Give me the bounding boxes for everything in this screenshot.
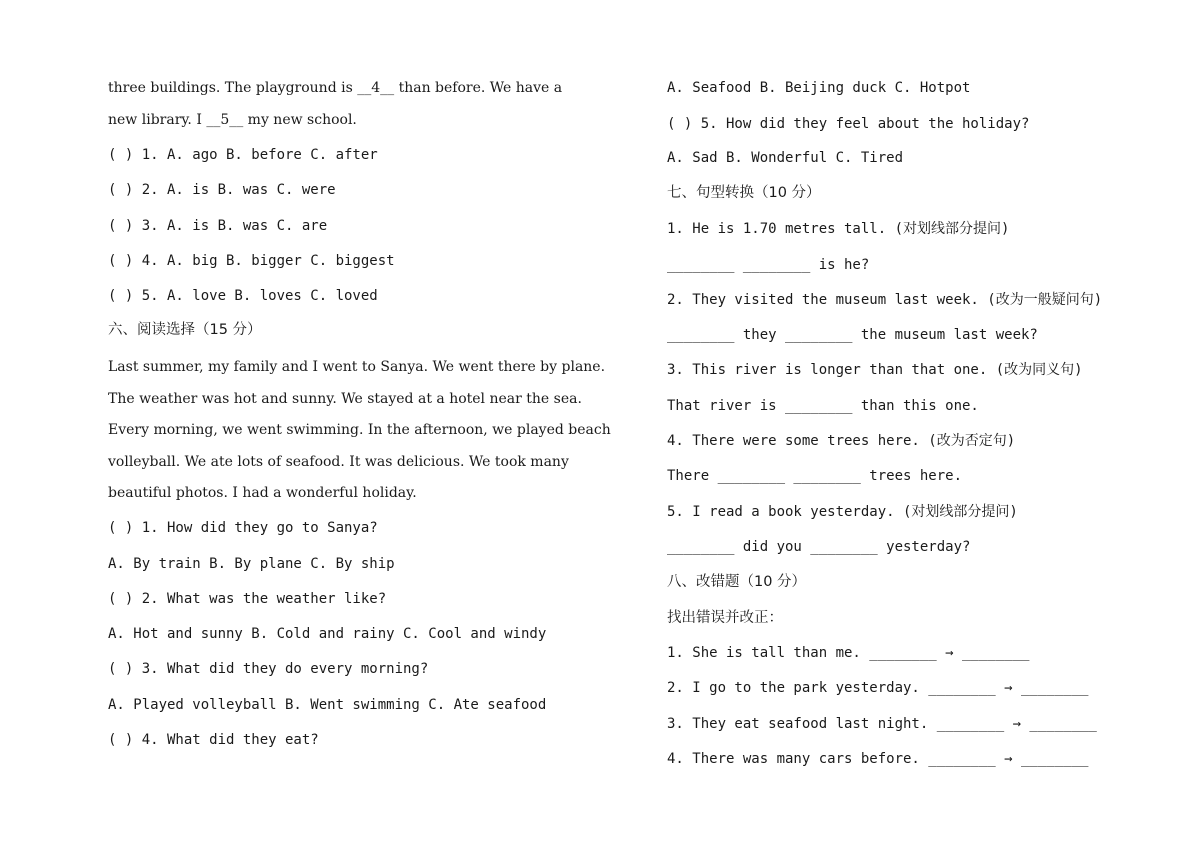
reading-passage-line: Last summer, my family and I went to Sanya. We went there by plane. (108, 359, 606, 375)
cloze-question-1: ( ) 1. A. ago B. before C. after (108, 147, 378, 163)
error-correction-item-3: 3. They eat seafood last night. ________ → ________ (667, 716, 1097, 732)
reading-options-3: A. Played volleyball B. Went swimming C. Ate seafood (108, 697, 547, 713)
reading-passage-line: beautiful photos. I had a wonderful holiday. (108, 485, 417, 501)
reading-passage-line: volleyball. We ate lots of seafood. It was delicious. We took many (108, 454, 569, 470)
cloze-question-4: ( ) 4. A. big B. bigger C. biggest (108, 253, 395, 269)
error-correction-item-1: 1. She is tall than me. ________ → ________ (667, 645, 1030, 661)
section-heading-error-correction: 八、改错题（10 分） (667, 574, 807, 590)
cloze-question-5: ( ) 5. A. love B. loves C. loved (108, 288, 378, 304)
error-correction-instruction: 找出错误并改正： (667, 610, 783, 626)
reading-options-2: A. Hot and sunny B. Cold and rainy C. Cool and windy (108, 626, 547, 642)
reading-question-3: ( ) 3. What did they do every morning? (108, 661, 429, 677)
transformation-answer-2: ________ they ________ the museum last week? (667, 327, 1038, 343)
transformation-answer-4: There ________ ________ trees here. (667, 468, 963, 484)
reading-options-1: A. By train B. By plane C. By ship (108, 556, 395, 572)
transformation-answer-3: That river is ________ than this one. (667, 398, 979, 414)
reading-passage-line: Every morning, we went swimming. In the afternoon, we played beach (108, 422, 611, 438)
passage-line: three buildings. The playground is __4__ than before. We have a (108, 80, 563, 96)
reading-question-5: ( ) 5. How did they feel about the holiday? (667, 116, 1030, 132)
transformation-answer-5: ________ did you ________ yesterday? (667, 539, 971, 555)
passage-line: new library. I __5__ my new school. (108, 112, 357, 128)
transformation-answer-1: ________ ________ is he? (667, 257, 870, 273)
reading-question-4: ( ) 4. What did they eat? (108, 732, 319, 748)
reading-question-2: ( ) 2. What was the weather like? (108, 591, 387, 607)
reading-options-4: A. Seafood B. Beijing duck C. Hotpot (667, 80, 971, 96)
transformation-item-5: 5. I read a book yesterday. (对划线部分提问) (667, 504, 1018, 520)
error-correction-item-4: 4. There was many cars before. ________ → ________ (667, 751, 1089, 767)
transformation-item-1: 1. He is 1.70 metres tall. (对划线部分提问) (667, 221, 1010, 237)
error-correction-item-2: 2. I go to the park yesterday. ________ → ________ (667, 680, 1089, 696)
cloze-question-3: ( ) 3. A. is B. was C. are (108, 218, 328, 234)
transformation-item-4: 4. There were some trees here. (改为否定句) (667, 433, 1016, 449)
reading-options-5: A. Sad B. Wonderful C. Tired (667, 150, 904, 166)
section-heading-reading: 六、阅读选择（15 分） (108, 322, 262, 338)
transformation-item-3: 3. This river is longer than that one. (改为同义句) (667, 362, 1083, 378)
cloze-question-2: ( ) 2. A. is B. was C. were (108, 182, 336, 198)
section-heading-transformation: 七、句型转换（10 分） (667, 185, 821, 201)
transformation-item-2: 2. They visited the museum last week. (改为一般疑问句) (667, 292, 1103, 308)
reading-question-1: ( ) 1. How did they go to Sanya? (108, 520, 378, 536)
reading-passage-line: The weather was hot and sunny. We stayed at a hotel near the sea. (108, 391, 582, 407)
